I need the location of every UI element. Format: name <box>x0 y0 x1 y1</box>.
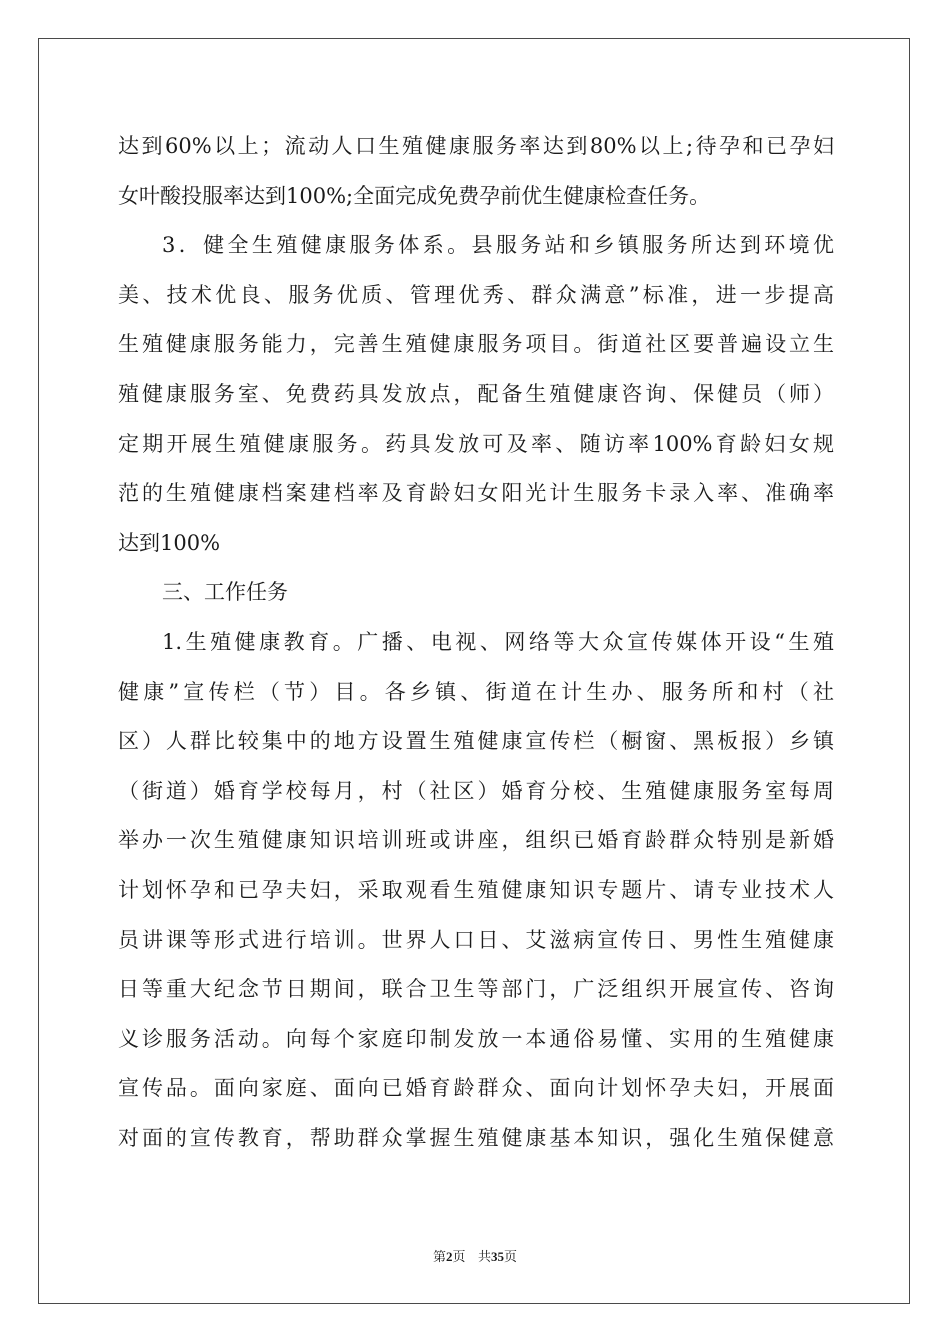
text-line: 范的生殖健康档案建档率及育龄妇女阳光计生服务卡录入率、准确率 <box>118 481 834 506</box>
text-line: 健康”宣传栏（节）目。各乡镇、街道在计生办、服务所和村（社 <box>118 679 834 704</box>
text-line: 美、技术优良、服务优质、管理优秀、群众满意”标准，进一步提高 <box>118 282 834 307</box>
text-line: 举办一次生殖健康知识培训班或讲座，组织已婚育龄群众特别是新婚 <box>118 828 834 853</box>
text-line: 女叶酸投服率达到100%;全面完成免费孕前优生健康检查任务。 <box>118 183 711 208</box>
text-line: 达到100% <box>118 530 221 555</box>
text-line: （街道）婚育学校每月，村（社区）婚育分校、生殖健康服务室每周 <box>118 778 834 803</box>
text-line: 定期开展生殖健康服务。药具发放可及率、随访率100%育龄妇女规 <box>118 431 834 456</box>
paragraph-heading: 3．健全生殖健康服务体系。县服务站和乡镇服务所达到环境优 <box>162 233 834 258</box>
text-line: 殖健康服务室、免费药具发放点，配备生殖健康咨询、保健员（师） <box>118 381 834 406</box>
page-number: 2 <box>446 1249 453 1264</box>
footer-total-prefix: 共 <box>477 1250 491 1265</box>
page-footer <box>0 1246 950 1265</box>
footer-prefix: 第 <box>433 1250 447 1265</box>
footer-total-suffix: 页 <box>503 1250 517 1265</box>
paragraph-heading: 1.生殖健康教育。广播、电视、网络等大众宣传媒体开设“生殖 <box>162 629 834 654</box>
text-line: 日等重大纪念节日期间，联合卫生等部门，广泛组织开展宣传、咨询 <box>118 977 834 1002</box>
section-heading: 三、工作任务 <box>162 580 288 605</box>
total-pages: 35 <box>490 1249 504 1264</box>
text-line: 员讲课等形式进行培训。世界人口日、艾滋病宣传日、男性生殖健康 <box>118 927 834 952</box>
text-line: 义诊服务活动。向每个家庭印制发放一本通俗易懂、实用的生殖健康 <box>118 1026 834 1051</box>
footer-page-suffix: 页 <box>452 1250 466 1265</box>
text-line: 达到60%以上；流动人口生殖健康服务率达到80%以上;待孕和已孕妇 <box>118 134 834 158</box>
text-line: 生殖健康服务能力，完善生殖健康服务项目。街道社区要普遍设立生 <box>118 332 834 357</box>
text-line: 对面的宣传教育，帮助群众掌握生殖健康基本知识，强化生殖保健意 <box>118 1125 834 1150</box>
text-line: 区）人群比较集中的地方设置生殖健康宣传栏（橱窗、黑板报）乡镇 <box>118 729 834 754</box>
text-line: 计划怀孕和已孕夫妇，采取观看生殖健康知识专题片、请专业技术人 <box>118 877 834 902</box>
document-body <box>118 122 834 1163</box>
text-line: 宣传品。面向家庭、面向已婚育龄群众、面向计划怀孕夫妇，开展面 <box>118 1076 834 1101</box>
